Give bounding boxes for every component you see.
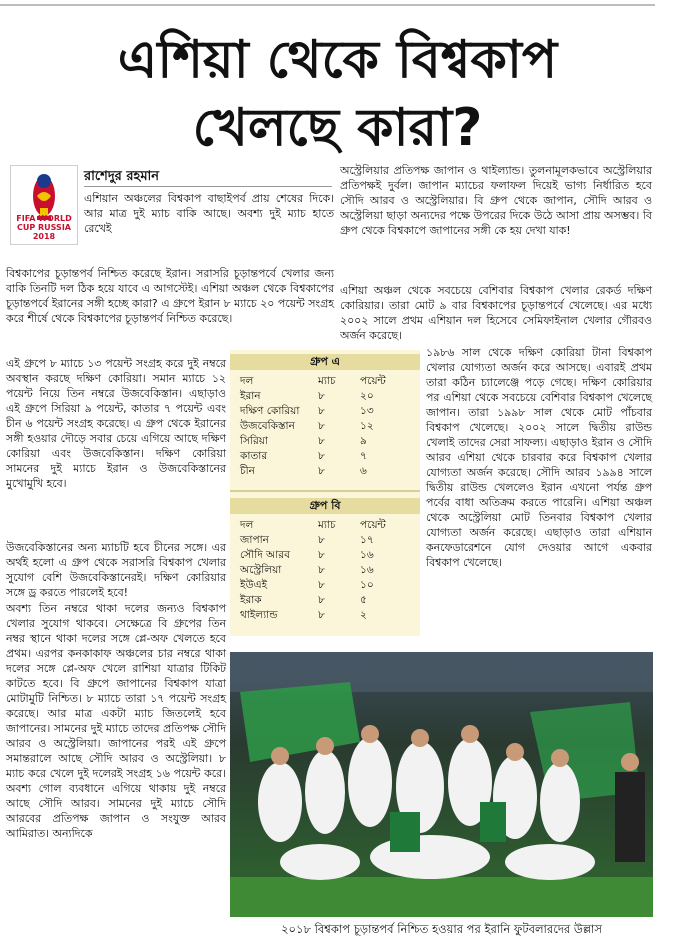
matches: ৮ — [318, 609, 325, 621]
paragraph-korea-record: এশিয়া অঞ্চল থেকে সবচেয়ে বেশিবার বিশ্বকাপ খেলার রেকর্ড দক্ষিণ কোরিয়ার। তারা মোট ৯ বার বিশ্বকাপের চূড়ান্তপর্বে খেলেছে। এর মধ্যে ২০০২ সালে প্রথম এশিয়ান দল হিসেবে সেমিফাইনাল খেলার গৌরবও অর্জন করেছে। — [340, 284, 652, 342]
paragraph-playoff: অবশ্য তিন নম্বরে থাকা দলের জন্যও বিশ্বকাপ খেলার সুযোগ থাকবে। সেক্ষেত্রে বি গ্রুপের তিন নম্বর স্থানে থাকা দলের সঙ্গে প্লে-অফ খেলতে হবে প্রথম। এরপর কনকাকাফ অঞ্চলের চার নম্বরে থাকা দলের সঙ্গে প্লে-অফ খেলে রাশিয়া যাত্রার টিকিট কাটতে হবে। বি গ্রুপে জাপানের বিশ্বকাপ যাত্রা মোটামুটি নিশ্চিত। ৮ ম্যাচে তারা ১৭ পয়েন্ট সংগ্রহ করেছে। আর মাত্র একটা ম্যাচ জিতলেই হবে জাপানের। সামনের দুই ম্যাচে তাদের প্রতিপক্ষ সৌদি আরব ও অস্ট্রেলিয়া। জাপানের পরই এই গ্রুপে সমান্তরালে আছে সৌদি আরব ও অস্ট্রেলিয়া। ৮ ম্যাচ করে খেলে দুই দলেরই সংগ্রহ ১৬ পয়েন্ট করে। অবশ্য গোল ব্যবধানে এগিয়ে থাকায় দুই নম্বরে আছে সৌদি আরব। সামনের দুই ম্যাচে সৌদি আরবের প্রতিপক্ষ জাপান ও সংযুক্ত আরব আমিরাত। অন্যদিকে — [6, 602, 226, 840]
points: ১২ — [360, 420, 374, 432]
points: ২০ — [360, 390, 374, 402]
celebration-photo — [230, 652, 653, 917]
group-a-header-row — [230, 374, 420, 389]
table-row — [230, 593, 420, 608]
table-row — [230, 419, 420, 434]
byline-divider — [84, 186, 332, 187]
points: ১৬ — [360, 549, 374, 561]
matches: ৮ — [318, 390, 325, 402]
matches: ৮ — [318, 549, 325, 561]
group-a-title: গ্রুপ এ — [230, 354, 420, 370]
team-name: কাতার — [240, 450, 268, 462]
team-name: সিরিয়া — [240, 435, 268, 447]
points: ১৬ — [360, 564, 374, 576]
matches: ৮ — [318, 534, 325, 546]
table-row — [230, 434, 420, 449]
table-row — [230, 578, 420, 593]
points: ৭ — [360, 450, 367, 462]
table-row — [230, 563, 420, 578]
group-b-header-row — [230, 518, 420, 533]
matches: ৮ — [318, 594, 325, 606]
team-name: অস্ট্রেলিয়া — [240, 564, 282, 576]
column-header: ম্যাচ — [318, 375, 336, 387]
matches: ৮ — [318, 435, 325, 447]
column-header: দল — [240, 375, 254, 387]
table-row — [230, 533, 420, 548]
paragraph-right-top: অস্ট্রেলিয়ার প্রতিপক্ষ জাপান ও থাইল্যান্ড। তুলনামূলকভাবে অস্ট্রেলিয়ার প্রতিপক্ষই দুর্বল। জাপান ম্যাচের ফলাফল দিয়েই ভাগ্য নির্ধারিত হবে সৌদি আরব ও অস্ট্রেলিয়ার। বি গ্রুপ থেকে জাপান, সৌদি আরব ও অস্ট্রেলিয়া ছাড়া অন্যদের পক্ষে উপরের দিকে উঠে আসা প্রায় অসম্ভব। বি গ্রুপ থেকে বিশ্বকাপে জাপানের সঙ্গী কে হয় দেখা যাক! — [340, 164, 652, 237]
points: ২ — [360, 609, 367, 621]
article-headline — [0, 26, 675, 162]
team-name: ইরাক — [240, 594, 262, 606]
table-row — [230, 548, 420, 563]
table-row — [230, 404, 420, 419]
points: ৯ — [360, 435, 367, 447]
column-header: পয়েন্ট — [360, 519, 386, 531]
matches: ৮ — [318, 579, 325, 591]
column-header: দল — [240, 519, 254, 531]
matches: ৮ — [318, 564, 325, 576]
team-celebration-image — [230, 652, 653, 917]
paragraph-history: ১৯৮৬ সাল থেকে দক্ষিণ কোরিয়া টানা বিশ্বকাপ খেলার যোগ্যতা অর্জন করে আসছে। এবারই প্রথম তারা কঠিন চ্যালেঞ্জে পড়ে গেছে। দক্ষিণ কোরিয়ার পর এশিয়া থেকে সবচেয়ে বেশিবার বিশ্বকাপ খেলেছে জাপান। তারা ১৯৯৮ সাল থেকে মোট পাঁচবার বিশ্বকাপ খেলেছে। ২০০২ সালে দ্বিতীয় রাউন্ড খেলাই তাদের সেরা সাফল্য। এছাড়াও ইরান ও সৌদি আরব এশিয়া থেকে চারবার করে বিশ্বকাপ খেলার যোগ্যতা অর্জন করেছে। সৌদি আরব ১৯৯৪ সালে দ্বিতীয় রাউন্ড খেললেও ইরান এখনো পর্যন্ত গ্রুপ পর্বের বাধা অতিক্রম করতে পারেনি। এশিয়া অঞ্চল থেকে অস্ট্রেলিয়া মোট তিনবার বিশ্বকাপ খেলার যোগ্যতা অর্জন করেছে। এছাড়াও তারা এশিয়ান কনফেডারেশনে যোগ দেওয়ার আগে একবার বিশ্বকাপ খেলেছে। — [426, 346, 652, 569]
table-row — [230, 608, 420, 623]
paragraph-intro-continued: বিশ্বকাপের চূড়ান্তপর্ব নিশ্চিত করেছে ইরান। সরাসরি চূড়ান্তপর্বে খেলার জন্য বাকি তিনটি দল ঠিক হয়ে যাবে এ আগস্টেই। এশিয়া অঞ্চল থেকে বিশ্বকাপের চূড়ান্তপর্বে ইরানের সঙ্গী হচ্ছে কারা? এ গ্রুপে ইরান ৮ ম্যাচে ২০ পয়েন্ট সংগ্রহ করে শীর্ষে থেকে বিশ্বকাপের চূড়ান্তপর্ব নিশ্চিত করেছে। — [6, 267, 334, 325]
table-divider — [230, 490, 420, 492]
paragraph-group-a: এই গ্রুপে ৮ ম্যাচে ১৩ পয়েন্ট সংগ্রহ করে দুই নম্বরে অবস্থান করছে দক্ষিণ কোরিয়া। সমান ম্যাচে ১২ পয়েন্ট নিয়ে তিন নম্বরে উজবেকিস্তান। এছাড়াও এই গ্রুপে সিরিয়া ৯ পয়েন্ট, কাতার ৭ পয়েন্ট এবং চীন ৬ পয়েন্ট সংগ্রহ করেছে। এ গ্রুপ থেকে ইরানের সঙ্গী হওয়ার দৌড়ে সবার চেয়ে এগিয়ে আছে দক্ষিণ কোরিয়া এবং উজবেকিস্তান। দক্ষিণ কোরিয়া সামনের দুই ম্যাচে ইরান ও উজবেকিস্তানের মুখোমুখি হবে। — [6, 357, 226, 490]
headline-line-1: এশিয়া থেকে বিশ্বকাপ — [117, 30, 558, 90]
paragraph-uzbekistan: উজবেকিস্তানের অন্য ম্যাচটি হবে চীনের সঙ্গে। এর অর্থই হলো এ গ্রুপ থেকে সরাসরি বিশ্বকাপ খেলার সুযোগ বেশি উজবেকিস্তানেরই। দক্ষিণ কোরিয়ার সঙ্গে ড্র করতে পারলেই হবে! — [6, 541, 226, 599]
team-name: থাইল্যান্ড — [240, 609, 278, 621]
points: ৫ — [360, 594, 367, 606]
column-header: ম্যাচ — [318, 519, 336, 531]
logo-text: FIFA WORLD CUP RUSSIA 2018 — [16, 214, 72, 241]
points: ১৩ — [360, 405, 374, 417]
author-byline: রাশেদুর রহমান — [84, 169, 160, 184]
headline-line-2: খেলছে কারা? — [192, 98, 483, 158]
team-name: চীন — [240, 465, 255, 477]
group-b-title: গ্রুপ বি — [230, 498, 420, 514]
team-name: ইউএই — [240, 579, 268, 591]
standings-tables — [230, 350, 420, 636]
team-name: উজবেকিস্তান — [240, 420, 295, 432]
column-header: পয়েন্ট — [360, 375, 386, 387]
matches: ৮ — [318, 450, 325, 462]
matches: ৮ — [318, 420, 325, 432]
matches: ৮ — [318, 465, 325, 477]
table-row — [230, 449, 420, 464]
team-name: দক্ষিণ কোরিয়া — [240, 405, 300, 417]
matches: ৮ — [318, 405, 325, 417]
team-name: ইরান — [240, 390, 261, 402]
points: ১৭ — [360, 534, 374, 546]
team-name: সৌদি আরব — [240, 549, 290, 561]
photo-caption: ২০১৮ বিশ্বকাপ চূড়ান্তপর্ব নিশ্চিত হওয়ার পর ইরানি ফুটবলারদের উল্লাস — [281, 922, 602, 936]
points: ১০ — [360, 579, 374, 591]
table-row — [230, 464, 420, 479]
world-cup-logo — [10, 165, 78, 245]
team-name: জাপান — [240, 534, 269, 546]
points: ৬ — [360, 465, 367, 477]
table-row — [230, 389, 420, 404]
paragraph-intro: এশিয়ান অঞ্চলের বিশ্বকাপ বাছাইপর্ব প্রায় শেষের দিকে। আর মাত্র দুই ম্যাচ বাকি আছে। অবশ্য দুই ম্যাচ হাতে রেখেই — [84, 192, 334, 235]
top-rule — [0, 4, 655, 6]
